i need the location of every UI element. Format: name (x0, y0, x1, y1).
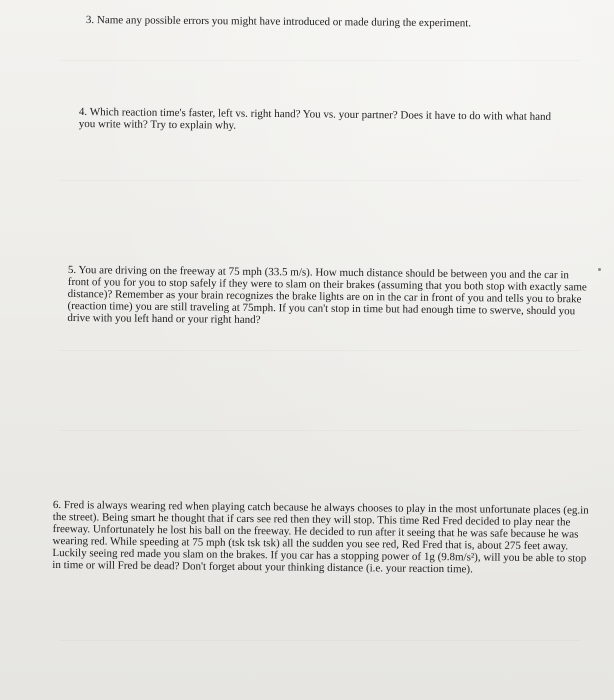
bleed-through-line (60, 640, 580, 641)
paper-speck (598, 268, 601, 271)
bleed-through-line (60, 60, 580, 61)
bleed-through-line (60, 350, 580, 351)
question-4: 4. Which reaction time's faster, left vs. right hand? You vs. your partner? Does it have to do with what hand you write with? Try to explain why. (78, 106, 552, 132)
bleed-through-line (60, 430, 580, 431)
question-3: 3. Name any possible errors you might have introduced or made during the experiment. (85, 14, 472, 30)
question-5: 5. You are driving on the freeway at 75 mph (33.5 m/s). How much distance should be between you and the car in front of you for you to stop safely if they were to slam on their brakes (assuming that you both stop with exactly same distance)? Remember as your brain recognizes the brake lights are on in the car in front of you and tells you to brake (reaction time) you are still traveling at 75mph. If you can't stop in time but had enough time to swerve, should you drive with you left hand or your right hand? (67, 264, 587, 327)
question-6: 6. Fred is always wearing red when playing catch because he always chooses to play in the most unfortunate places (eg.in the street). Being smart he thought that if cars see red then they will stop. This time Red Fred decided to play near the freeway. Unfortunately he lost his ball on the freeway. He decided to run after it seeing that he was safe because he was wearing red. While speeding at 75 mph (tsk tsk tsk) all the sudden you see red, Red Fred that is, about 275 feet away. Luckily seeing red made you slam on the brakes. If you car has a stopping power of 1g (9.8m/s²), will you be able to stop in time or will Fred be dead? Don't forget about your thinking distance (i.e. your reaction time). (52, 499, 589, 576)
bleed-through-line (60, 180, 580, 181)
